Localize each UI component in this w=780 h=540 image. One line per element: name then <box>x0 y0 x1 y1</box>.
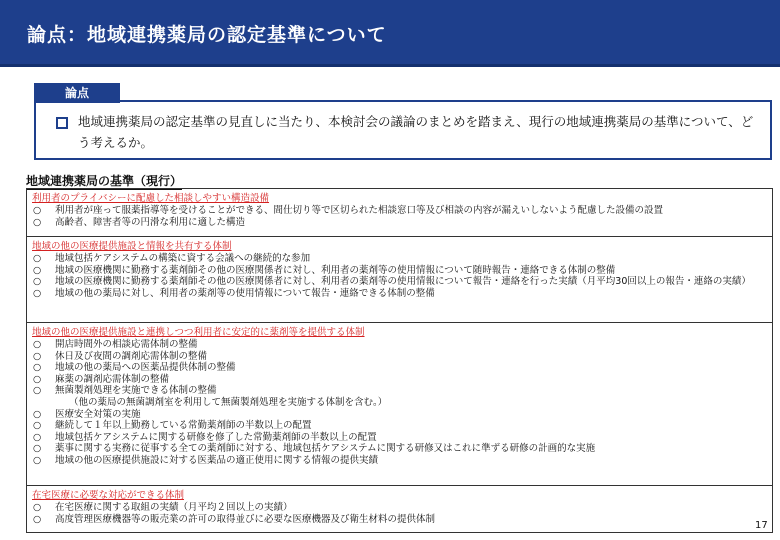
circle-bullet-icon: ○ <box>33 276 42 288</box>
circle-bullet-icon: ○ <box>33 362 42 374</box>
issue-tab: 論点 <box>34 83 120 103</box>
circle-bullet-icon: ○ <box>33 287 42 299</box>
list-item: ○ 薬事に関する実務に従事する全ての薬剤師に対する、地域包括ケアシステムに関する研修又はこれに準ずる研修の計画的な実施 <box>33 443 596 455</box>
title-bar <box>0 0 780 67</box>
criteria-group-privacy <box>27 189 772 237</box>
list-item: ○ 地域の医療機関に勤務する薬剤師その他の医療関係者に対し、利用者の薬剤等の使用情報について随時報告・連絡できる体制の整備 <box>33 264 616 276</box>
circle-bullet-icon: ○ <box>33 454 42 466</box>
list-item: ○ 地域包括ケアシステムの構築に資する会議への継続的な参加 <box>33 253 311 264</box>
circle-bullet-icon: ○ <box>33 420 42 432</box>
group-title: 地域の他の医療提供施設と連携しつつ利用者に安定的に薬剤等を提供する体制 <box>32 327 365 338</box>
circle-bullet-icon: ○ <box>33 443 42 455</box>
circle-bullet-icon: ○ <box>33 339 42 350</box>
list-item: ○ 開店時間外の相談応需体制の整備 <box>33 339 198 350</box>
group-title: 在宅医療に必要な対応ができる体制 <box>32 490 185 501</box>
page-number: 17 <box>755 520 768 531</box>
list-item-note: （他の薬局の無菌調剤室を利用して無菌製剤処理を実施する体制を含む。） <box>69 396 388 408</box>
criteria-table <box>26 188 773 533</box>
list-item: ○ 在宅医療に関する取組の実績（月平均２回以上の実績） <box>33 502 293 513</box>
list-item: ○ 医療安全対策の実施 <box>33 408 141 420</box>
list-item: ○ 地域の他の医療提供施設に対する医薬品の適正使用に関する情報の提供実績 <box>33 454 379 466</box>
list-item: ○ 継続して１年以上勤務している常勤薬剤師の半数以上の配置 <box>33 420 312 432</box>
circle-bullet-icon: ○ <box>33 431 42 443</box>
list-item: ○ 麻薬の調剤応需体制の整備 <box>33 373 170 385</box>
circle-bullet-icon: ○ <box>33 264 42 276</box>
list-item: ○ 休日及び夜間の調剤応需体制の整備 <box>33 350 208 362</box>
criteria-group-info-sharing <box>27 237 772 323</box>
list-item: ○ 利用者が座って服薬指導等を受けることができる、間仕切り等で区切られた相談窓口等及び相談の内容が漏えいしないよう配慮した設備の設置 <box>33 205 664 216</box>
circle-bullet-icon: ○ <box>33 408 42 420</box>
square-bullet-icon <box>56 117 68 129</box>
circle-bullet-icon: ○ <box>33 350 42 362</box>
circle-bullet-icon: ○ <box>33 513 42 525</box>
circle-bullet-icon: ○ <box>33 385 42 397</box>
criteria-group-home-care <box>27 486 772 532</box>
list-item: ○ 無菌製剤処理を実施できる体制の整備 <box>33 385 217 397</box>
circle-bullet-icon: ○ <box>33 205 42 216</box>
issue-text: 地域連携薬局の認定基準の見直しに当たり、本検討会の議論のまとめを踏まえ、現行の地域連携薬局の基準について、どう考えるか。 <box>78 114 754 150</box>
group-title: 利用者のプライバシーに配慮した相談しやすい構造設備 <box>32 193 270 204</box>
list-item: ○ 地域の医療機関に勤務する薬剤師その他の医療関係者に対し、利用者の薬剤等の使用情報について報告・連絡を行った実績（月平均30回以上の報告・連絡の実績） <box>33 276 751 288</box>
section-heading: 地域連携薬局の基準（現行） <box>26 174 183 188</box>
list-item: ○ 地域の他の薬局への医薬品提供体制の整備 <box>33 362 236 374</box>
circle-bullet-icon: ○ <box>33 216 42 228</box>
group-title: 地域の他の医療提供施設と情報を共有する体制 <box>32 241 232 252</box>
circle-bullet-icon: ○ <box>33 373 42 385</box>
list-item: ○ 高度管理医療機器等の販売業の許可の取得並びに必要な医療機器及び衛生材料の提供体制 <box>33 513 436 525</box>
list-item: ○ 地域包括ケアシステムに関する研修を修了した常勤薬剤師の半数以上の配置 <box>33 431 377 443</box>
criteria-group-stable-supply <box>27 323 772 486</box>
list-item: ○ 地域の他の薬局に対し、利用者の薬剤等の使用情報について報告・連絡できる体制の整備 <box>33 287 435 299</box>
circle-bullet-icon: ○ <box>33 253 42 264</box>
page-title: 論点：地域連携薬局の認定基準について <box>27 24 387 46</box>
circle-bullet-icon: ○ <box>33 502 42 513</box>
list-item: ○ 高齢者、障害者等の円滑な利用に適した構造 <box>33 216 246 228</box>
